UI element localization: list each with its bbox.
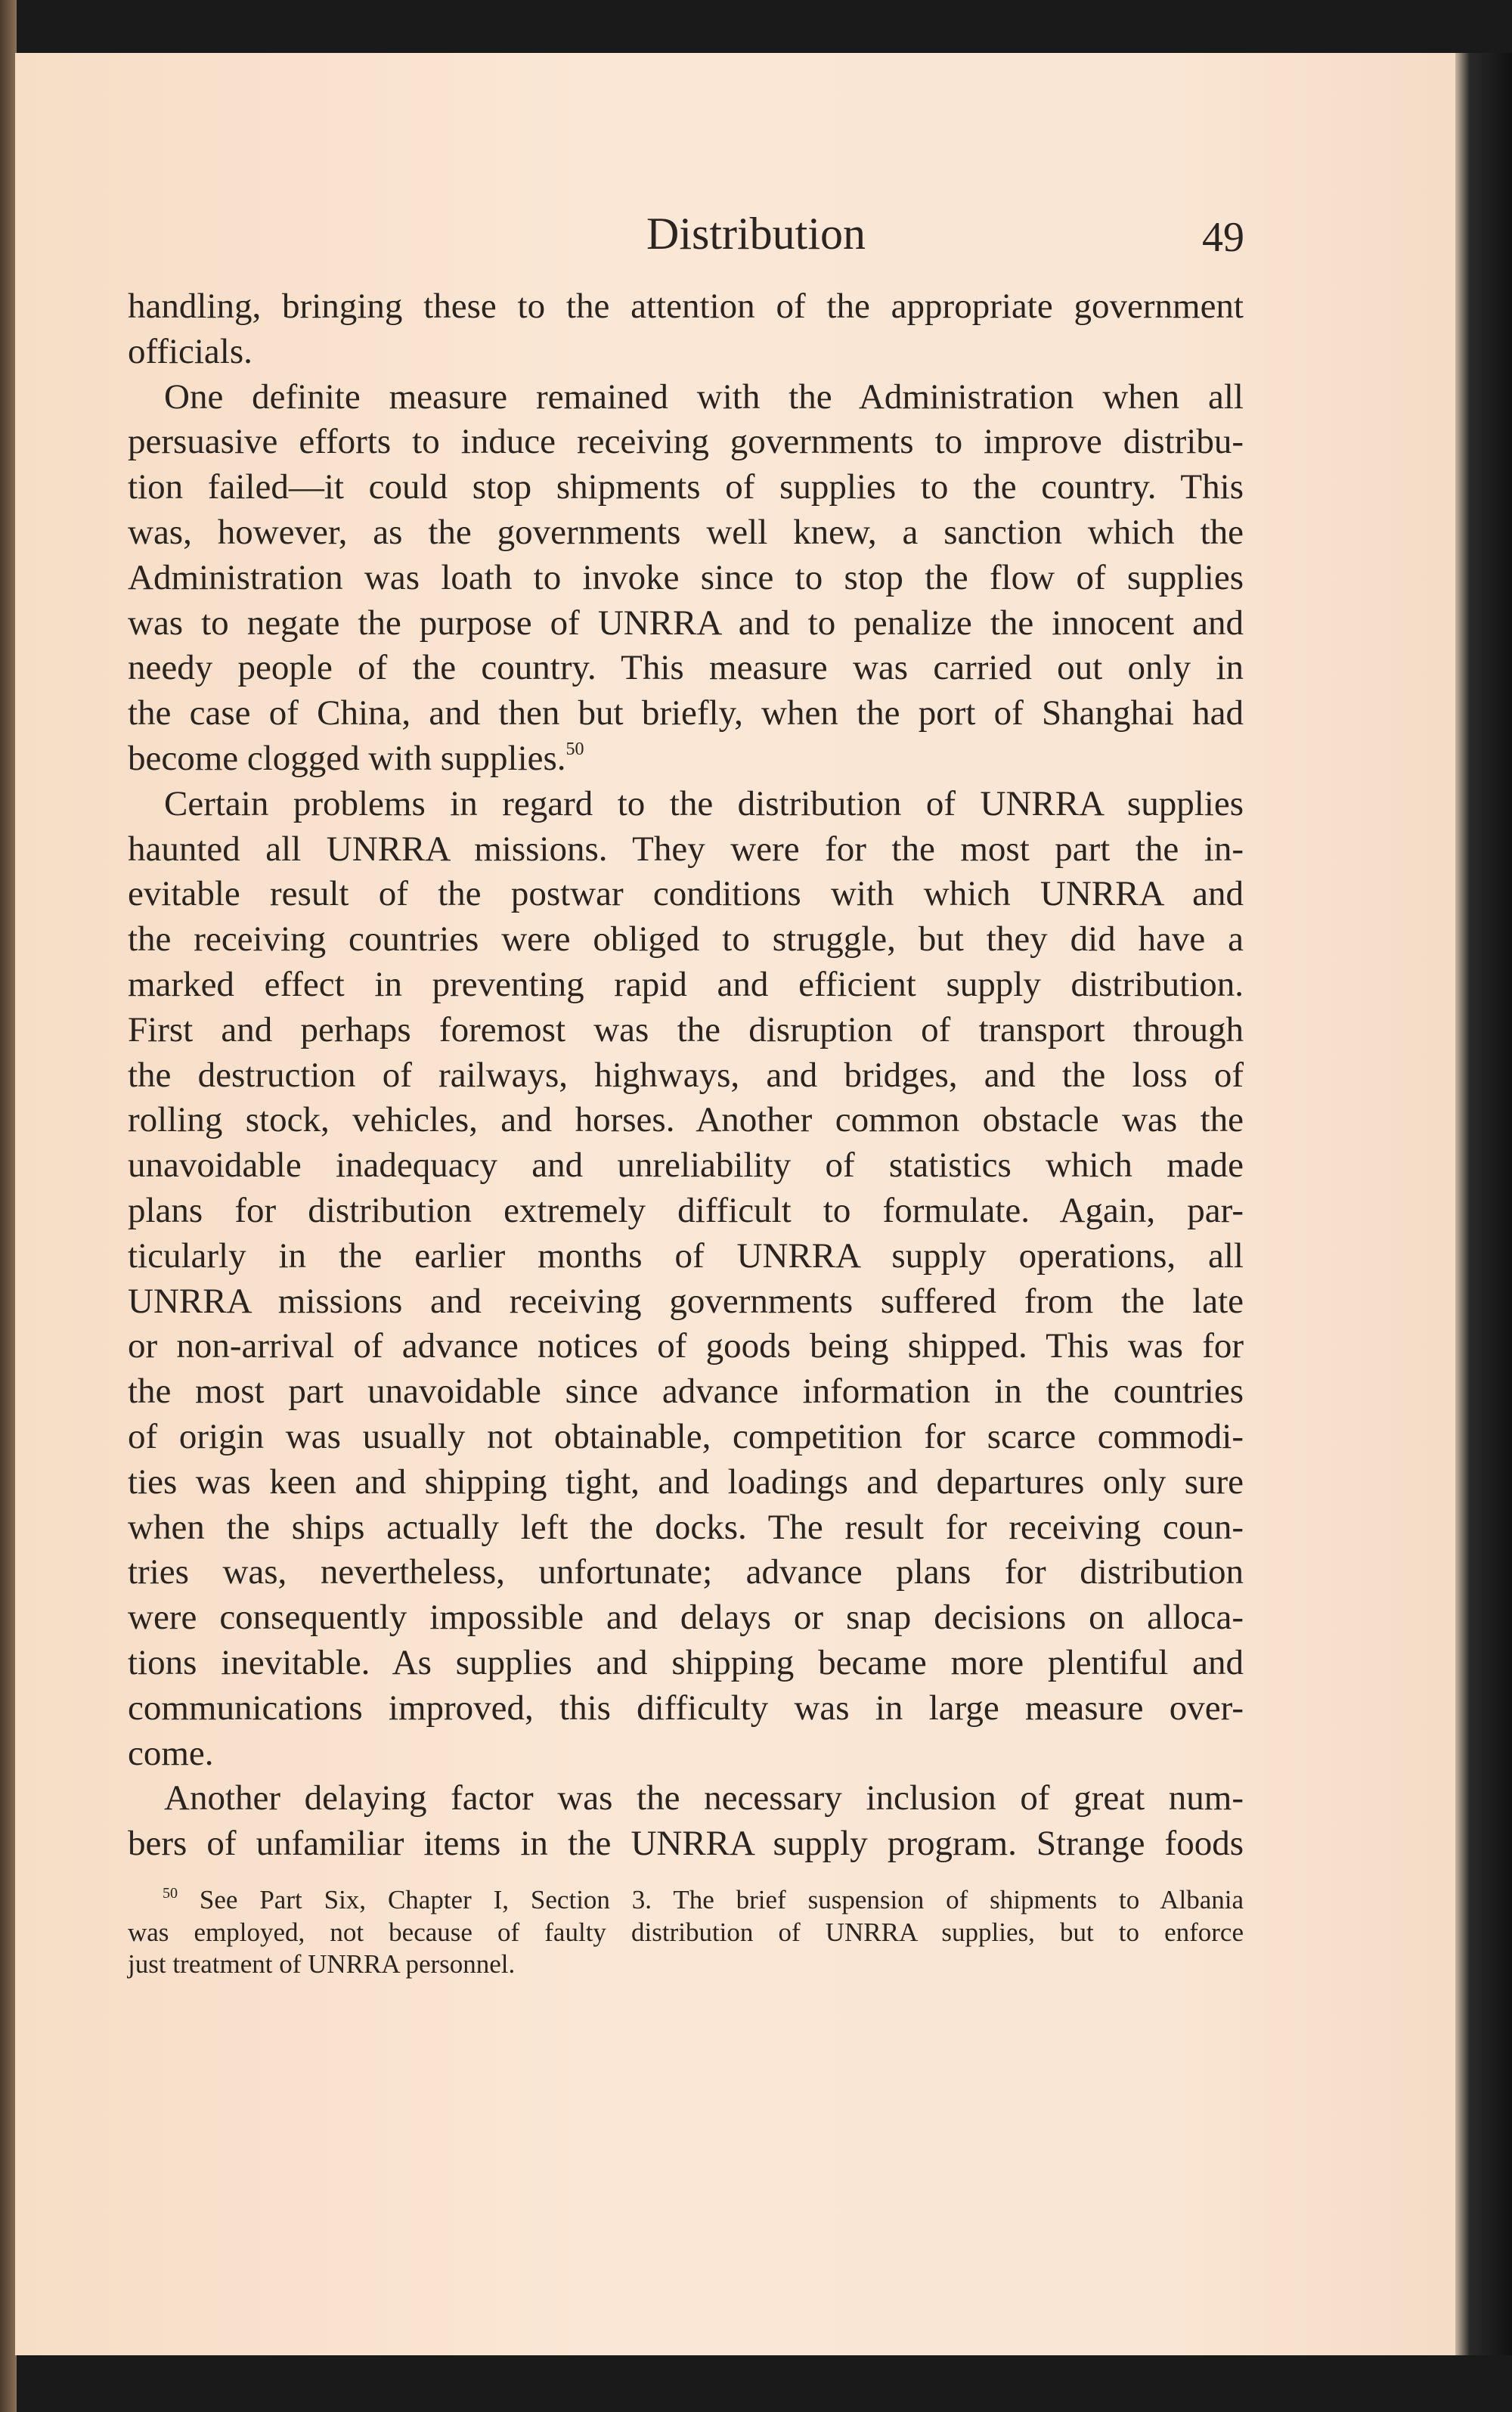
text-line-text: plans for distribution extremely difficult to formulate. Again, par- (128, 1190, 1244, 1230)
text-line (128, 284, 1244, 330)
text-line-text: Another delaying factor was the necessary inclusion of great num- (164, 1778, 1244, 1818)
text-line (128, 1460, 1244, 1505)
text-line-text: the receiving countries were obliged to struggle, but they did have a (128, 919, 1244, 960)
text-line (128, 1098, 1244, 1143)
text-line-text: come. (128, 1733, 214, 1773)
text-line (128, 1234, 1244, 1279)
text-line-text: unavoidable inadequacy and unreliability of statistics which made (128, 1146, 1244, 1186)
text-line (128, 691, 1244, 736)
text-line-text: needy people of the country. This measure was carried out only in (128, 648, 1244, 688)
text-line (128, 465, 1244, 510)
footnote-marker: 50 (565, 739, 584, 759)
text-line-text: the most part unavoidable since advance information in the countries (128, 1372, 1244, 1412)
text-line-text: tion failed—it could stop shipments of supplies to the country. This (128, 467, 1244, 507)
text-line (128, 1641, 1244, 1686)
text-line (128, 1595, 1244, 1641)
body-text (128, 284, 1244, 1867)
text-line-text: was to negate the purpose of UNRRA and to penalize the innocent and (128, 603, 1244, 643)
text-line (128, 1505, 1244, 1551)
text-line (128, 1008, 1244, 1053)
footnote-line (128, 1917, 1244, 1949)
text-line (128, 827, 1244, 873)
text-line-text: of origin was usually not obtainable, competition for scarce commodi- (128, 1416, 1244, 1456)
text-line (128, 872, 1244, 917)
text-line (128, 917, 1244, 963)
running-head: Distribution (646, 209, 866, 259)
text-line (128, 1369, 1244, 1415)
text-line-text: the case of China, and then but briefly, when the port of Shanghai had (128, 693, 1244, 733)
text-line (128, 556, 1244, 601)
text-line-text: One definite measure remained with the Administration when all (164, 377, 1244, 417)
text-line (128, 1143, 1244, 1189)
text-line (128, 782, 1244, 827)
text-line (128, 330, 1244, 375)
text-line-text: haunted all UNRRA missions. They were for the most part the in- (128, 829, 1244, 869)
footnote-line-text: was employed, not because of faulty distribution of UNRRA supplies, but to enforce (128, 1917, 1244, 1947)
page-edge (1455, 53, 1512, 2355)
book-spine-edge (0, 0, 17, 2412)
text-line-text: officials. (128, 331, 253, 371)
text-line (128, 963, 1244, 1008)
text-line-text: when the ships actually left the docks. The result for receiving coun- (128, 1507, 1244, 1547)
text-line (128, 1279, 1244, 1325)
text-line (128, 1189, 1244, 1234)
text-line-text: ties was keen and shipping tight, and loadings and departures only sure (128, 1462, 1244, 1502)
text-line-text: evitable result of the postwar conditions with which UNRRA and (128, 874, 1244, 914)
text-line (128, 601, 1244, 646)
text-line-text: handling, bringing these to the attention of the appropriate government (128, 287, 1244, 326)
text-line-text: were consequently impossible and delays or snap decisions on alloca- (128, 1598, 1244, 1638)
text-line (128, 736, 1244, 782)
text-line-text: Certain problems in regard to the distribution of UNRRA supplies (164, 783, 1244, 823)
text-line-text: was, however, as the governments well knew, a sanction which the (128, 512, 1244, 552)
text-line-text: the destruction of railways, highways, and bridges, and the loss of (128, 1055, 1244, 1095)
text-line-text: or non-arrival of advance notices of goods being shipped. This was for (128, 1326, 1244, 1366)
text-line-text: UNRRA missions and receiving governments suffered from the late (128, 1281, 1244, 1321)
text-line-text: bers of unfamiliar items in the UNRRA supply program. Strange foods (128, 1824, 1244, 1864)
text-line (128, 375, 1244, 420)
footnote-line (128, 1884, 1244, 1917)
footnotes (128, 1884, 1244, 1981)
text-line (128, 1821, 1244, 1867)
text-line-text: become clogged with supplies. (128, 738, 566, 778)
text-line-text: Administration was loath to invoke since to stop the flow of supplies (128, 557, 1244, 597)
text-line (128, 1686, 1244, 1731)
text-line (128, 1731, 1244, 1777)
text-line-text: rolling stock, vehicles, and horses. Another common obstacle was the (128, 1100, 1244, 1140)
text-line-text: ticularly in the earlier months of UNRRA supply operations, all (128, 1235, 1244, 1276)
text-line (128, 420, 1244, 465)
text-line-text: First and perhaps foremost was the disruption of transport through (128, 1009, 1244, 1049)
text-line (128, 510, 1244, 556)
page-number: 49 (1202, 214, 1244, 261)
text-line (128, 1324, 1244, 1369)
text-line-text: persuasive efforts to induce receiving governments to improve distribu- (128, 422, 1244, 462)
text-line (128, 1550, 1244, 1595)
text-line (128, 1415, 1244, 1460)
text-line-text: tions inevitable. As supplies and shipping became more plentiful and (128, 1642, 1244, 1682)
text-line-text: tries was, nevertheless, unfortunate; advance plans for distribution (128, 1552, 1244, 1592)
footnote-line (128, 1949, 1244, 1981)
footnote-line-text: just treatment of UNRRA personnel. (128, 1949, 516, 1979)
text-line (128, 1053, 1244, 1099)
footnote-line-text: See Part Six, Chapter I, Section 3. The brief suspension of shipments to Albania (178, 1885, 1244, 1914)
text-line-text: communications improved, this difficulty was in large measure over- (128, 1688, 1244, 1728)
text-line (128, 646, 1244, 691)
text-line-text: marked effect in preventing rapid and efficient supply distribution. (128, 964, 1244, 1004)
footnote-marker: 50 (163, 1885, 178, 1902)
text-line (128, 1776, 1244, 1821)
